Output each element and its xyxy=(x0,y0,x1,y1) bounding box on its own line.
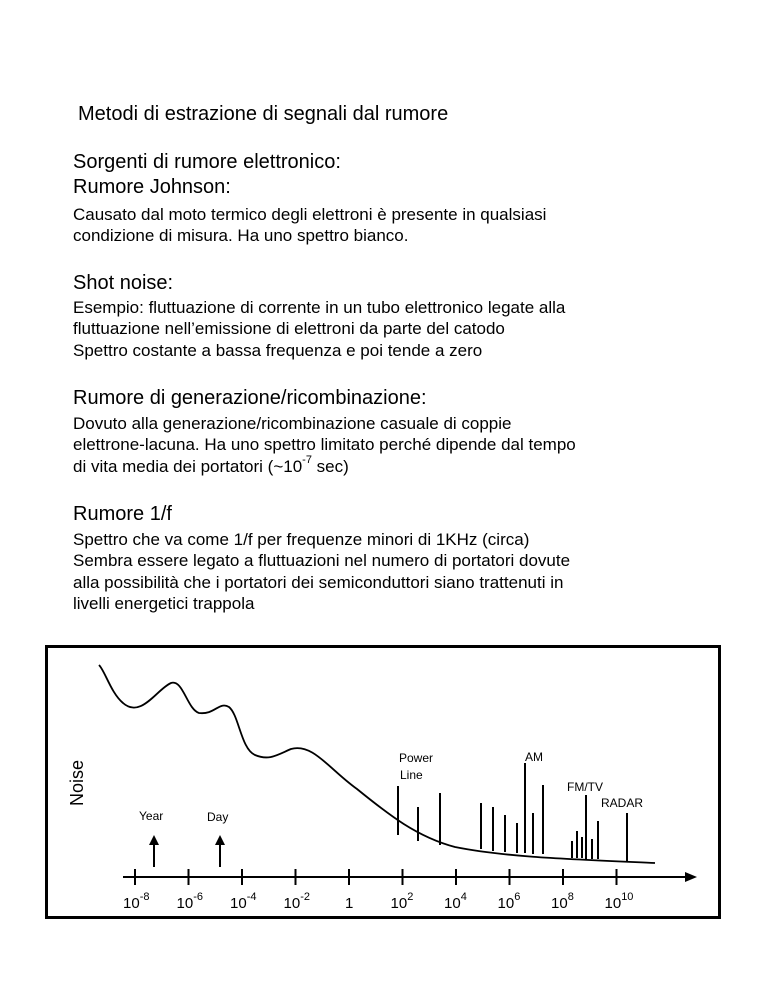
heading-1-over-f: Rumore 1/f xyxy=(73,503,172,525)
noise-spectrum-figure xyxy=(45,645,721,919)
oneoverf-line-2: Sembra essere legato a fluttuazioni nel numero di portatori dovute xyxy=(73,551,571,570)
shot-line-1: Esempio: fluttuazione di corrente in un tubo elettronico legate alla xyxy=(73,298,566,317)
genrec-line-3: di vita media dei portatori ($\sim 10^{-7}$ sec) xyxy=(73,454,349,476)
axis-tick-label: $10^2$ xyxy=(390,891,414,912)
day-label: Day xyxy=(207,810,229,824)
johnson-line-1: Causato dal moto termico degli elettroni è presente in qualsiasi xyxy=(73,205,547,224)
oneoverf-line-4: livelli energetici trappola xyxy=(73,594,255,613)
axis-tick-labels xyxy=(123,891,633,912)
radar-label: RADAR xyxy=(601,796,644,810)
axis-tick-label: $10^{10}$ xyxy=(604,891,634,912)
axis-tick-label: $10^{-6}$ xyxy=(176,891,203,912)
genrec-line-2: elettrone-lacuna. Ha uno spettro limitato perché dipende dal tempo xyxy=(73,435,576,454)
am-label: AM xyxy=(525,750,543,764)
axis-tick-label: $10^6$ xyxy=(497,891,521,912)
year-arrow-head xyxy=(149,835,159,845)
oneoverf-line-3: alla possibilità che i portatori dei semiconduttori siano trattenuti in xyxy=(73,573,564,592)
shot-line-3: Spettro costante a bassa frequenza e poi tende a zero xyxy=(73,341,483,360)
power-line-label-1: Power xyxy=(399,751,434,765)
noise-axis-label: Noise xyxy=(67,759,87,807)
day-arrow-head xyxy=(215,835,225,845)
axis-tick-label: $10^{-2}$ xyxy=(283,891,310,912)
axis-tick-label: $10^{-8}$ xyxy=(123,891,150,912)
year-label: Year xyxy=(139,809,164,823)
fmtv-label: FM/TV xyxy=(567,780,603,794)
page-title: Metodi di estrazione di segnali dal rumore xyxy=(78,103,449,125)
power-line-label-2: Line xyxy=(400,768,423,782)
axis-tick-label: $10^8$ xyxy=(551,891,574,912)
heading-shot-noise: Shot noise: xyxy=(73,272,174,294)
interference-spikes xyxy=(398,763,627,861)
noise-curve xyxy=(99,665,655,863)
axis-tick-label: $10^4$ xyxy=(444,891,467,912)
frequency-axis-arrow xyxy=(685,872,697,882)
heading-johnson: Rumore Johnson: xyxy=(73,176,231,198)
heading-sources: Sorgenti di rumore elettronico: xyxy=(73,151,341,173)
heading-gen-rec: Rumore di generazione/ricombinazione: xyxy=(73,387,427,409)
genrec-line-1: Dovuto alla generazione/ricombinazione casuale di coppie xyxy=(73,414,512,433)
shot-line-2: fluttuazione nell’emissione di elettroni da parte del catodo xyxy=(73,319,505,338)
oneoverf-line-1: Spettro che va come 1/f per frequenze minori di 1KHz (circa) xyxy=(73,530,530,549)
johnson-line-2: condizione di misura. Ha uno spettro bianco. xyxy=(73,226,409,245)
axis-tick-label: $10^{-4}$ xyxy=(230,891,257,912)
axis-tick-label: 1 xyxy=(345,895,354,912)
period-arrows xyxy=(154,843,220,867)
